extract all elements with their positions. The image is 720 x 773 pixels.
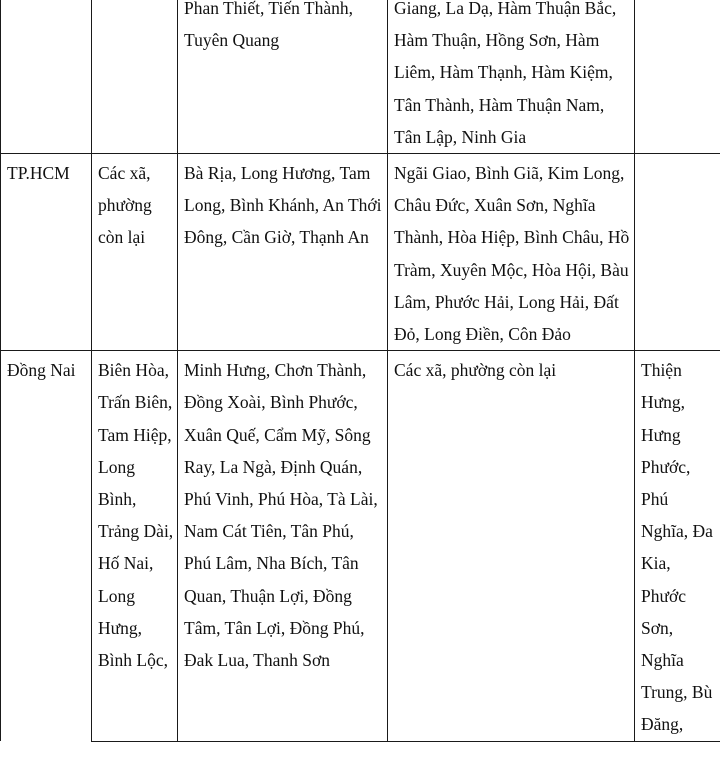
group-c-text: Giang, La Dạ, Hàm Thuận Bắc, Hàm Thuận, Hồng Sơn, Hàm Liêm, Hàm Thạnh, Hàm Kiệm, Tân Thành, Hàm Thuận Nam, Tân Lập, Ninh Gia	[394, 0, 617, 147]
group-b-cell	[178, 0, 388, 154]
group-b-cell	[178, 351, 388, 741]
group-d-text: Thiện Hưng, Hưng Phước, Phú Nghĩa, Đa Kia, Phước Sơn, Nghĩa Trung, Bù Đăng,	[641, 360, 713, 735]
group-b-text: Minh Hưng, Chơn Thành, Đồng Xoài, Bình Phước, Xuân Quế, Cẩm Mỹ, Sông Ray, La Ngà, Định Quán, Phú Vinh, Phú Hòa, Tà Lài, Nam Cát Tiên, Tân Phú, Phú Lâm, Nha Bích, Tân Quan, Thuận Lợi, Đồng Tâm, Tân Lợi, Đồng Phú, Đak Lua, Thanh Sơn	[184, 360, 378, 671]
group-c-cell	[388, 154, 635, 351]
province-name: TP.HCM	[7, 163, 70, 184]
group-a-cell	[92, 154, 178, 351]
table-row	[1, 154, 720, 351]
table-row	[1, 351, 720, 741]
group-b-cell	[178, 154, 388, 351]
province-cell	[1, 154, 92, 351]
group-c-cell	[388, 351, 635, 741]
group-b-text: Phan Thiết, Tiến Thành, Tuyên Quang	[184, 0, 354, 51]
group-d-cell	[635, 351, 720, 741]
group-a-text: Các xã, phường còn lại	[98, 163, 152, 248]
group-d-cell	[635, 0, 720, 154]
province-cell	[1, 351, 92, 741]
province-cell	[1, 0, 92, 154]
group-a-cell	[92, 351, 178, 741]
group-a-cell	[92, 0, 178, 154]
group-c-text: Ngãi Giao, Bình Giã, Kim Long, Châu Đức, Xuân Sơn, Nghĩa Thành, Hòa Hiệp, Bình Châu, Hồ Tràm, Xuyên Mộc, Hòa Hội, Bàu Lâm, Phước Hải, Long Hải, Đất Đỏ, Long Điền, Côn Đảo	[394, 163, 630, 345]
group-c-text: Các xã, phường còn lại	[394, 360, 557, 381]
group-b-text: Bà Rịa, Long Hương, Tam Long, Bình Khánh, An Thới Đông, Cần Giờ, Thạnh An	[184, 163, 382, 248]
group-c-cell	[388, 0, 635, 154]
group-d-cell	[635, 154, 720, 351]
group-a-text: Biên Hòa, Trấn Biên, Tam Hiệp, Long Bình, Trảng Dài, Hố Nai, Long Hưng, Bình Lộc,	[98, 360, 174, 671]
province-name: Đồng Nai	[7, 360, 76, 381]
table-row	[1, 0, 720, 154]
